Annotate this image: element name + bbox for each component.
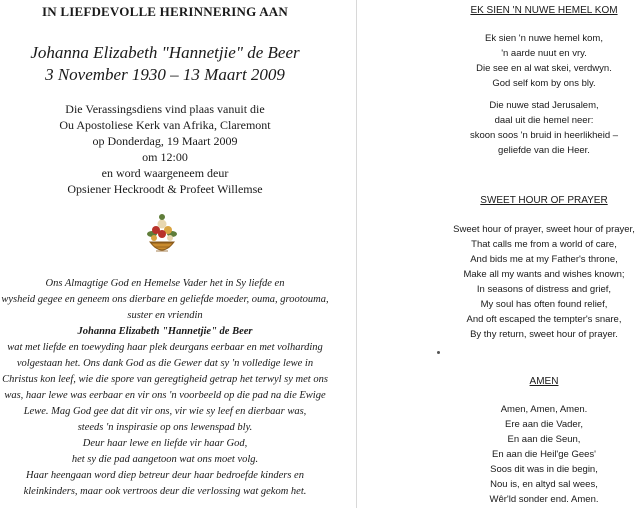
service-line: en word waargeneem deur [101,166,229,180]
service-line: om 12:00 [142,150,188,164]
tribute-line: Christus kon leef, wie die spore van geregtigheid getrap het terwyl sy met ons [2,374,328,385]
hymn1-stanza-2 [448,98,640,158]
hymn3-title: AMEN [529,376,559,387]
hymn-line: Die nuwe stad Jerusalem, [489,100,599,111]
hymn-line: My soul has often found relief, [480,299,608,310]
hymn-line: And oft escaped the tempter's snare, [466,314,622,325]
hymn-line: 'n aarde nuut en vry. [501,48,587,59]
hymn-line: Make all my wants and wishes known; [463,269,625,280]
page-speck [437,351,440,354]
tribute-text [0,276,330,500]
tribute-line: steeds 'n inspirasie op ons lewenspad bly. [77,422,253,433]
hymn-line: Ek sien 'n nuwe hemel kom, [485,33,603,44]
service-line: Die Verassingsdiens vind plaas vanuit die [65,102,265,116]
tribute-line: kleinkinders, maar ook vertroos deur die verlossing wat gekom het. [23,486,307,497]
deceased-name: Johanna Elizabeth "Hannetjie" de Beer [30,43,300,62]
service-line: Opsiener Heckroodt & Profeet Willemse [67,182,263,196]
hymn-line: Amen, Amen, Amen. [500,404,588,415]
hymn-line: Soos dit was in die begin, [490,464,598,475]
hymn-line: Wêr'ld sonder end. Amen. [489,494,599,505]
tribute-line: wysheid gegee en geneem ons dierbare en geliefde moeder, ouma, grootouma, [1,294,329,305]
hymn3-stanza [448,402,640,507]
hymn-line: daal uit die hemel neer: [494,115,594,126]
hymn-line: Sweet hour of prayer, sweet hour of prayer, [453,224,635,235]
service-line: op Donderdag, 19 Maart 2009 [92,134,238,148]
hymn-line: Ere aan die Vader, [505,419,583,430]
hymn2-title: SWEET HOUR OF PRAYER [480,195,608,206]
hymn-line: Die see en al wat skei, verdwyn. [476,63,612,74]
tribute-line: Haar heengaan word diep betreur deur haar bedroefde kinders en [26,470,304,481]
service-line: Ou Apostoliese Kerk van Afrika, Claremont [59,118,271,132]
hymn-line: And bids me at my Father's throne, [470,254,618,265]
hymn-line: In seasons of distress and grief, [476,284,612,295]
tribute-line: was, haar lewe was eerbaar en vir ons 'n voorbeeld op die pad na die Ewige [4,390,326,401]
hymn-line: En aan die Seun, [507,434,581,445]
tribute-line: wat met liefde en toewyding haar plek deurgans eerbaar en met volharding [7,342,323,353]
hymn-line: By thy return, sweet hour of prayer. [470,329,618,340]
hymn1-stanza-1 [448,31,640,91]
tribute-name-line: Johanna Elizabeth "Hannetjie" de Beer [77,326,253,337]
memorial-right-page [448,0,640,508]
tribute-line: het sy die pad aangetoon wat ons moet volg. [71,454,259,465]
hymn2-stanza [448,222,640,342]
hymn-line: skoon soos 'n bruid in heerlikheid – [469,130,619,141]
memorial-heading: IN LIEFDEVOLLE HERINNERING AAN [42,4,288,19]
hymn-line: God self kom by ons bly. [492,78,596,89]
tribute-line: suster en vriendin [127,310,203,321]
hymn1-title: EK SIEN 'N NUWE HEMEL KOM [470,5,618,16]
tribute-line: Ons Almagtige God en Hemelse Vader het in Sy liefde en [45,278,285,289]
life-dates: 3 November 1930 – 13 Maart 2009 [45,65,285,84]
tribute-line: Lewe. Mag God gee dat dit vir ons, vir wie sy leef en dierbaar was, [23,406,307,417]
tribute-line: Deur haar lewe en liefde vir haar God, [82,438,248,449]
flower-basket-icon [142,212,182,262]
hymn-line: En aan die Heil'ge Gees' [492,449,596,460]
hymn-line: That calls me from a world of care, [471,239,617,250]
service-details [0,101,330,197]
hymn-line: Nou is, en altyd sal wees, [490,479,598,490]
hymn-line: geliefde van die Heer. [498,145,590,156]
tribute-line: volgestaan het. Ons dank God as die Gewer dat sy 'n volledige lewe in [16,358,314,369]
page-fold-divider [356,0,357,508]
